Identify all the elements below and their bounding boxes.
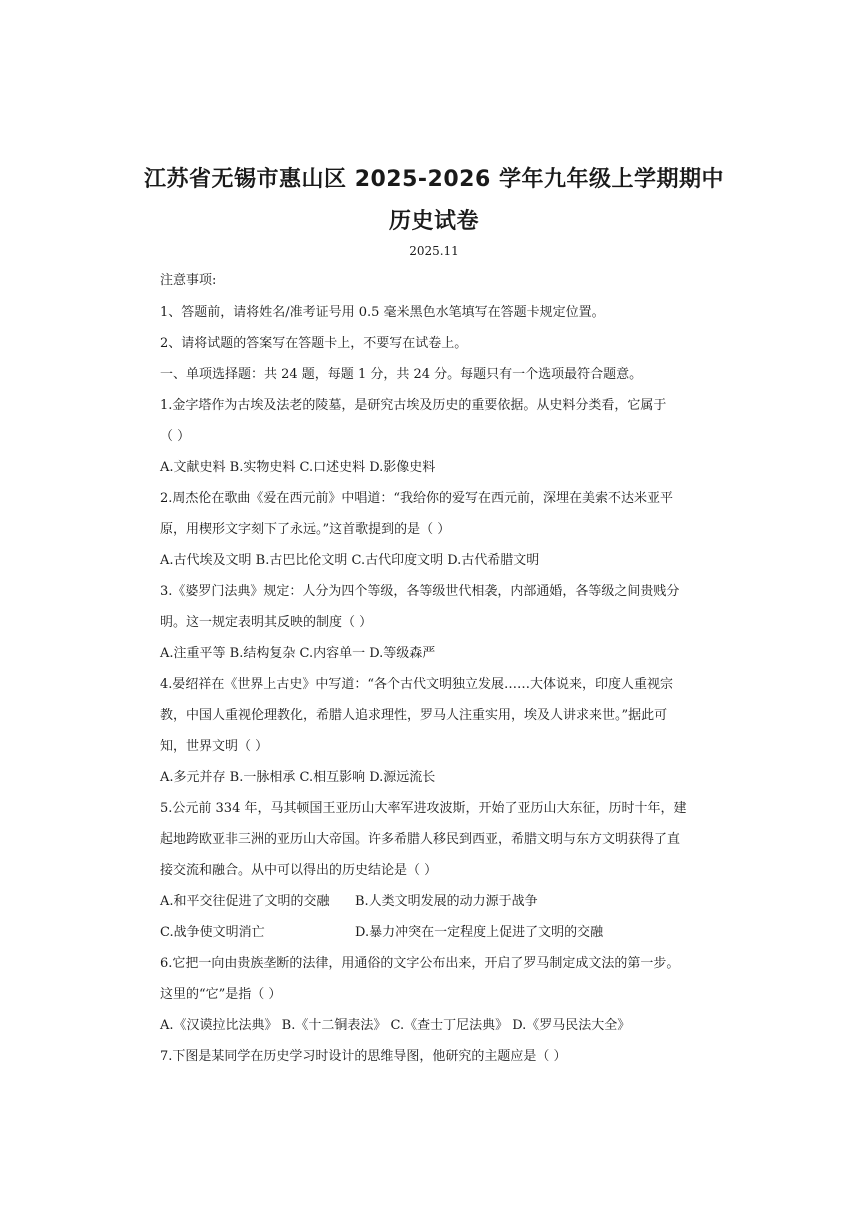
notice-item-1: 1、答题前，请将姓名/准考证号用 0.5 毫米黑色水笔填写在答题卡规定位置。 xyxy=(160,305,605,320)
question-4-options: A.多元并存 B.一脉相承 C.相互影响 D.源远流长 xyxy=(160,770,436,785)
question-1-options: A.文献史料 B.实物史料 C.口述史料 D.影像史料 xyxy=(160,460,436,475)
question-3-stem: 3.《婆罗门法典》规定：人分为四个等级，各等级世代相袭，内部通婚，各等级之间贵贱分 xyxy=(160,584,680,599)
question-4-stem-end: 知，世界文明（ ） xyxy=(160,739,269,754)
question-4-stem: 4.晏绍祥在《世界上古史》中写道：“各个古代文明独立发展……大体说来，印度人重视宗 xyxy=(160,677,674,692)
question-5-option-b: B.人类文明发展的动力源于战争 xyxy=(355,894,538,909)
question-5-stem-end: 接交流和融合。从中可以得出的历史结论是（ ） xyxy=(160,863,438,878)
question-1-blank: （ ） xyxy=(160,429,191,444)
question-5-option-d: D.暴力冲突在一定程度上促进了文明的交融 xyxy=(355,925,604,940)
question-3-stem-cont: 明。这一规定表明其反映的制度（ ） xyxy=(160,615,373,630)
exam-date: 2025.11 xyxy=(409,244,459,258)
question-7-stem: 7.下图是某同学在历史学习时设计的思维导图，他研究的主题应是（ ） xyxy=(160,1049,567,1064)
question-6-options: A.《汉谟拉比法典》 B.《十二铜表法》 C.《查士丁尼法典》 D.《罗马民法大全》 xyxy=(160,1018,631,1033)
exam-subtitle: 历史试卷 xyxy=(388,209,479,234)
exam-title: 江苏省无锡市惠山区 2025-2026 学年九年级上学期期中 xyxy=(144,167,724,192)
notice-heading: 注意事项: xyxy=(160,273,217,288)
question-1-stem: 1.金字塔作为古埃及法老的陵墓，是研究古埃及历史的重要依据。从史料分类看，它属于 xyxy=(160,398,667,413)
question-3-options: A.注重平等 B.结构复杂 C.内容单一 D.等级森严 xyxy=(160,646,436,661)
question-2-options: A.古代埃及文明 B.古巴比伦文明 C.古代印度文明 D.古代希腊文明 xyxy=(160,553,540,568)
question-5-option-a: A.和平交往促进了文明的交融 xyxy=(160,894,330,909)
section-heading: 一、单项选择题：共 24 题，每题 1 分，共 24 分。每题只有一个选项最符合题意。 xyxy=(160,367,643,382)
question-5-option-c: C.战争使文明消亡 xyxy=(160,925,265,940)
question-4-stem-cont: 教，中国人重视伦理教化，希腊人追求理性，罗马人注重实用，埃及人讲求来世。”据此可 xyxy=(160,708,668,723)
question-2-stem-cont: 原，用楔形文字刻下了永远。”这首歌提到的是（ ） xyxy=(160,522,451,537)
question-6-stem-cont: 这里的“它”是指（ ） xyxy=(160,987,282,1002)
question-6-stem: 6.它把一向由贵族垄断的法律，用通俗的文字公布出来，开启了罗马制定成文法的第一步。 xyxy=(160,956,680,971)
question-5-stem-cont: 起地跨欧亚非三洲的亚历山大帝国。许多希腊人移民到西亚，希腊文明与东方文明获得了直 xyxy=(160,832,681,847)
notice-item-2: 2、请将试题的答案写在答题卡上，不要写在试卷上。 xyxy=(160,336,468,351)
question-2-stem: 2.周杰伦在歌曲《爱在西元前》中唱道：“我给你的爱写在西元前，深埋在美索不达米亚平 xyxy=(160,491,674,506)
question-5-stem: 5.公元前 334 年，马其顿国王亚历山大率军进攻波斯，开始了亚历山大东征，历时十年，建 xyxy=(160,801,687,816)
